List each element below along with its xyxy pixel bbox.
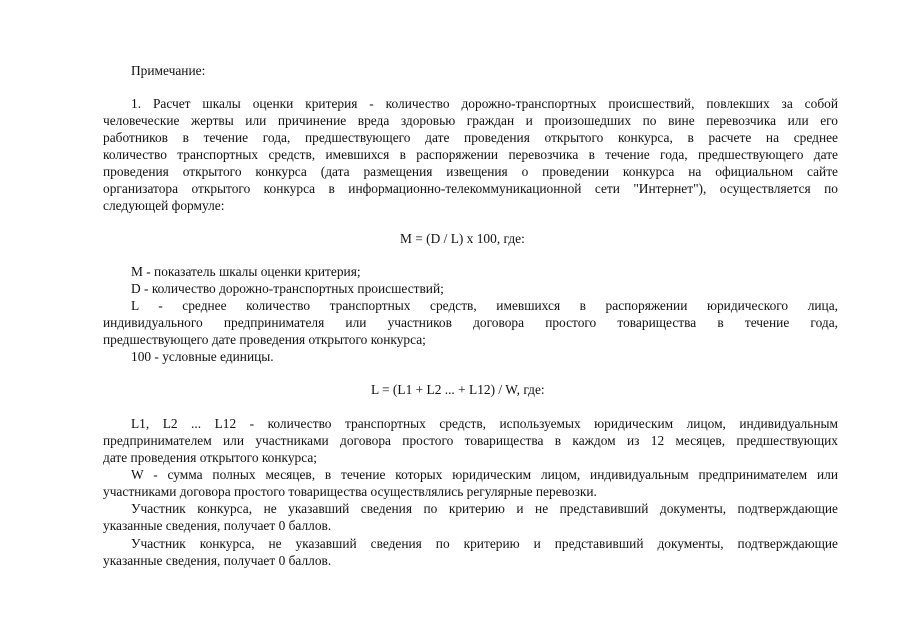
note-title: Примечание: (131, 63, 206, 78)
rule-line: Участник конкурса, не указавший сведения по критерию и представивший документы, подтверждающие (131, 536, 838, 551)
formula-m: M = (D / L) x 100, где: (400, 231, 525, 246)
paragraph-line: следующей формуле: (103, 198, 225, 213)
paragraph-line: организатора открытого конкурса в информационно-телекоммуникационной сети "Интернет"), осуществляется по (103, 181, 838, 196)
rule-line: Участник конкурса, не указавший сведения по критерию и не представивший документы, подтверждающие (131, 501, 838, 516)
definition-m: M - показатель шкалы оценки критерия; (131, 264, 361, 279)
definition-l1-line: предпринимателем или участниками договора простого товарищества в каждом из 12 месяцев, предшествующих (103, 433, 838, 448)
paragraph-line: количество транспортных средств, имевшихся в распоряжении перевозчика в течение года, предшествующего дате (103, 147, 838, 162)
paragraph-line: проведения открытого конкурса (дата размещения извещения о проведении конкурса на официальном сайте (103, 164, 838, 179)
paragraph-line: работников в течение года, предшествующего дате проведения открытого конкурса, в расчете на среднее (103, 130, 838, 145)
paragraph-line: человеческие жертвы или причинение вреда здоровью граждан и произошедших по вине перевозчика или его (103, 113, 838, 128)
definition-d: D - количество дорожно-транспортных происшествий; (131, 281, 444, 296)
definition-w-line: W - сумма полных месяцев, в течение которых юридическим лицом, индивидуальным предпринимателем или (131, 467, 838, 482)
definition-l-line: L - среднее количество транспортных средств, имевшихся в распоряжении юридического лица, (131, 298, 838, 313)
definition-w-line: участниками договора простого товарищества осуществлялись регулярные перевозки. (103, 484, 597, 499)
definition-l-line: индивидуального предпринимателя или участников договора простого товарищества в течение года, (103, 315, 838, 330)
rule-line: указанные сведения, получает 0 баллов. (103, 553, 332, 568)
definition-l1-line: L1, L2 ... L12 - количество транспортных средств, используемых юридическим лицом, индивидуальным (131, 416, 838, 431)
definition-hundred: 100 - условные единицы. (131, 349, 274, 364)
definition-l1-line: дате проведения открытого конкурса; (103, 450, 318, 465)
formula-l: L = (L1 + L2 ... + L12) / W, где: (371, 382, 545, 397)
rule-line: указанные сведения, получает 0 баллов. (103, 518, 332, 533)
paragraph-line: 1. Расчет шкалы оценки критерия - количество дорожно-транспортных происшествий, повлекших за собой (131, 96, 838, 111)
definition-l-line: предшествующего дате проведения открытого конкурса; (103, 332, 426, 347)
